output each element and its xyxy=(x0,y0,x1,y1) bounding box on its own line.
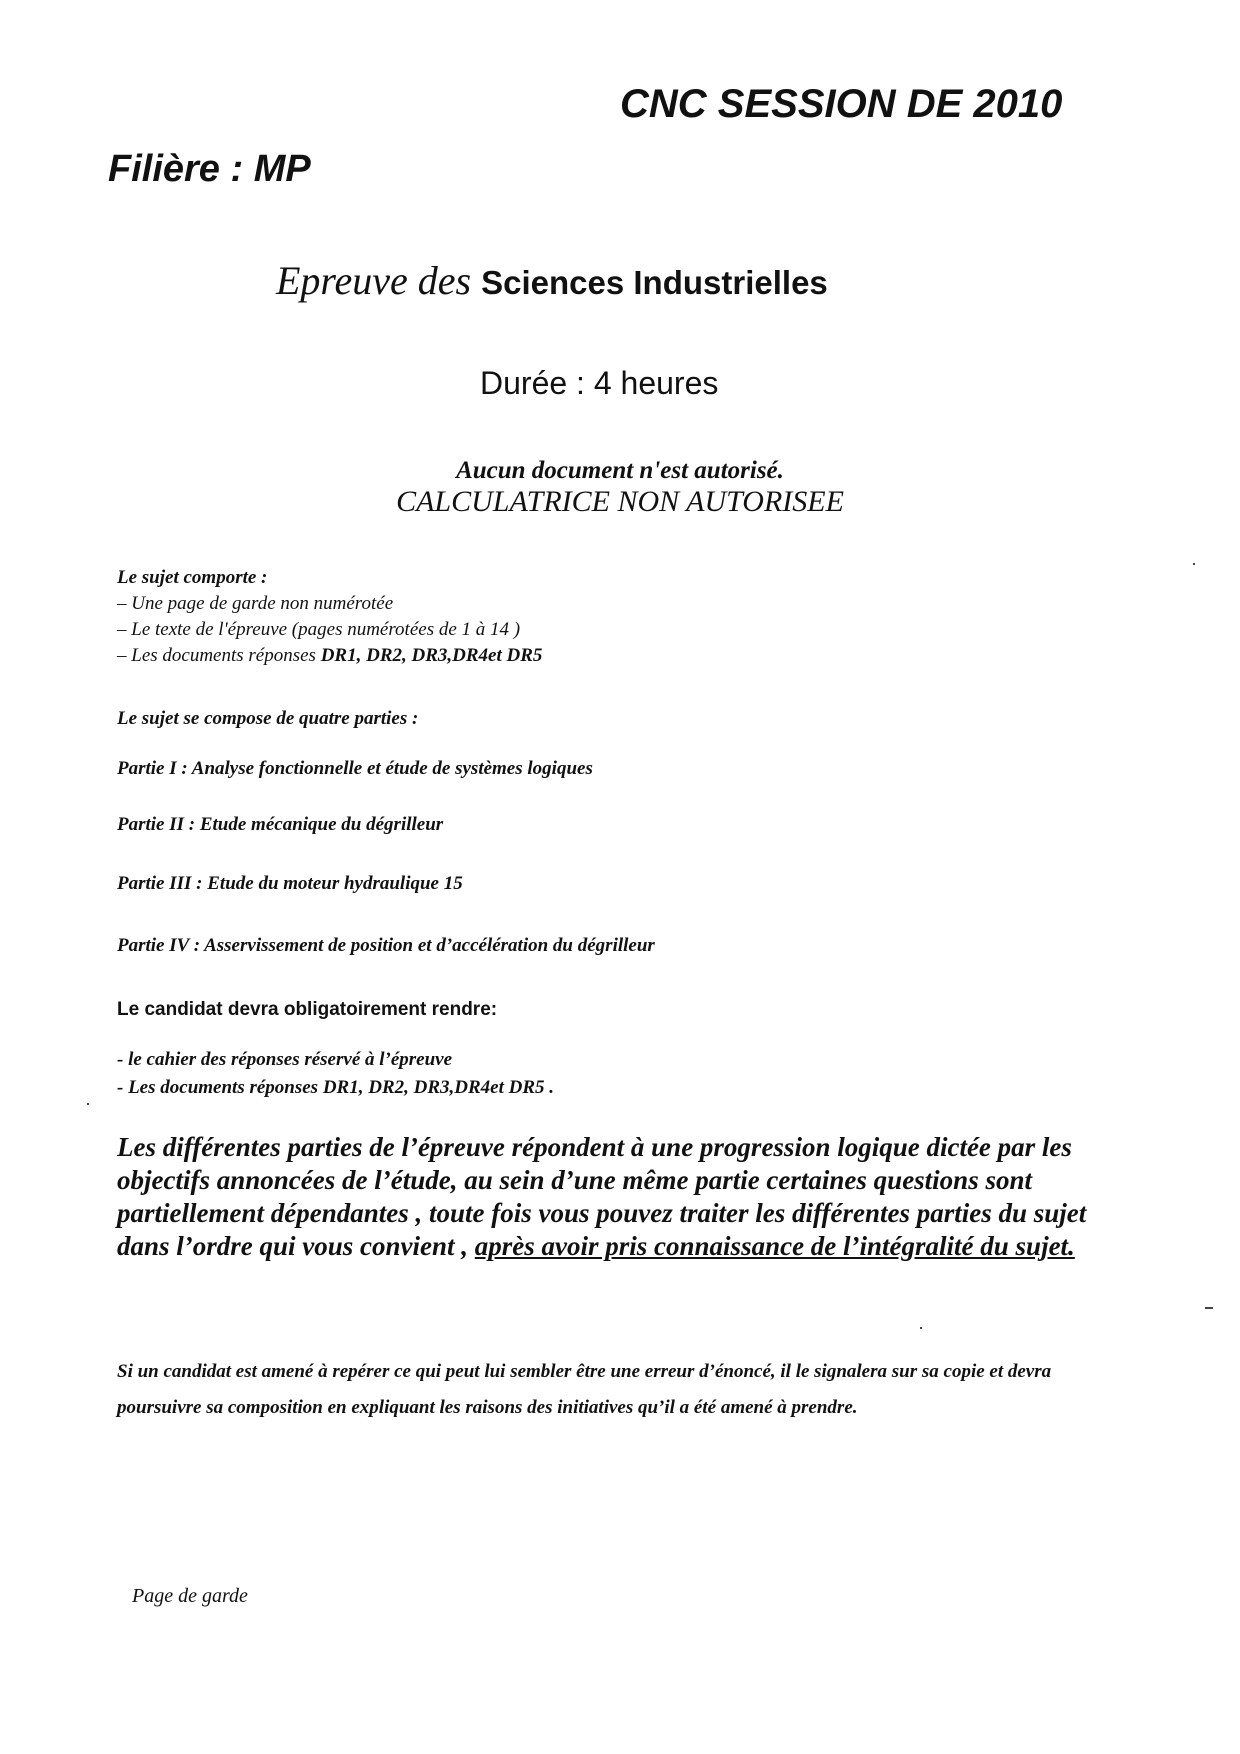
sujet-heading: Le sujet comporte : xyxy=(117,567,268,588)
sujet-item: – Le texte de l'épreuve (pages numérotées de 1 à 14 ) xyxy=(117,619,521,640)
sujet-docs-list: DR1, DR2, DR3,DR4et DR5 xyxy=(320,645,543,666)
rendre-docs-list: DR1, DR2, DR3,DR4et DR5 . xyxy=(322,1077,555,1098)
filiere-heading: Filière : MP xyxy=(108,148,311,190)
exam-title xyxy=(276,257,828,304)
sujet-contents xyxy=(117,565,542,669)
composition-heading: Le sujet se compose de quatre parties : xyxy=(117,708,419,729)
part-label: Partie III : xyxy=(117,873,203,894)
part-title: Analyse fonctionnelle et étude de systèmes logiques xyxy=(191,758,593,779)
calculator-rule: CALCULATRICE NON AUTORISEE xyxy=(396,485,844,518)
progression-paragraph xyxy=(117,1131,1137,1263)
scan-speck xyxy=(87,1103,89,1105)
scan-speck xyxy=(920,1327,922,1329)
part-2 xyxy=(117,814,443,836)
rendre-heading: Le candidat devra obligatoirement rendre: xyxy=(117,999,498,1020)
part-3 xyxy=(117,873,463,895)
progression-text: Les différentes parties de l’épreuve répondent à une progression logique dictée par les objectifs annoncées de l’étude, au sein d’une même partie certaines questions sont partiellement dépendantes , toute fois vous pouvez traiter les différentes parties du sujet dans l’ordre qui vous convient , xyxy=(117,1132,1087,1261)
sujet-item: – Une page de garde non numérotée xyxy=(117,593,394,614)
documents-rule: Aucun document n'est autorisé. xyxy=(456,457,784,484)
sujet-item-docs xyxy=(117,643,542,669)
page-footer: Page de garde xyxy=(132,1585,248,1607)
exam-title-prefix: Epreuve des xyxy=(276,258,472,303)
sujet-docs-prefix: – Les documents réponses xyxy=(117,645,321,666)
part-label: Partie II : xyxy=(117,814,196,835)
error-note: Si un candidat est amené à repérer ce qui peut lui sembler être une erreur d’énoncé, il le signalera sur sa copie et devra poursuivre sa composition en expliquant les raisons des initiatives qu’il a été amené à prendre. xyxy=(117,1361,1052,1418)
part-label: Partie IV : xyxy=(117,935,201,956)
rendre-docs-prefix: - Les documents réponses xyxy=(117,1077,323,1098)
part-title: Etude du moteur hydraulique 15 xyxy=(207,873,463,894)
part-4 xyxy=(117,935,655,957)
part-label: Partie I : xyxy=(117,758,188,779)
exam-title-subject: Sciences Industrielles xyxy=(481,264,828,301)
scan-speck xyxy=(1205,1307,1213,1309)
progression-underlined: après avoir pris connaissance de l’intégralité du sujet. xyxy=(474,1231,1075,1261)
session-heading: CNC SESSION DE 2010 xyxy=(620,82,1063,126)
rendre-item-docs xyxy=(117,1074,554,1102)
part-title: Etude mécanique du dégrilleur xyxy=(199,814,444,835)
part-1 xyxy=(117,758,593,780)
part-title: Asservissement de position et d’accélération du dégrilleur xyxy=(204,935,655,956)
rendre-item: - le cahier des réponses réservé à l’épreuve xyxy=(117,1049,453,1070)
rendre-list xyxy=(117,1046,554,1102)
scan-speck xyxy=(1193,563,1195,565)
duration: Durée : 4 heures xyxy=(480,365,719,401)
